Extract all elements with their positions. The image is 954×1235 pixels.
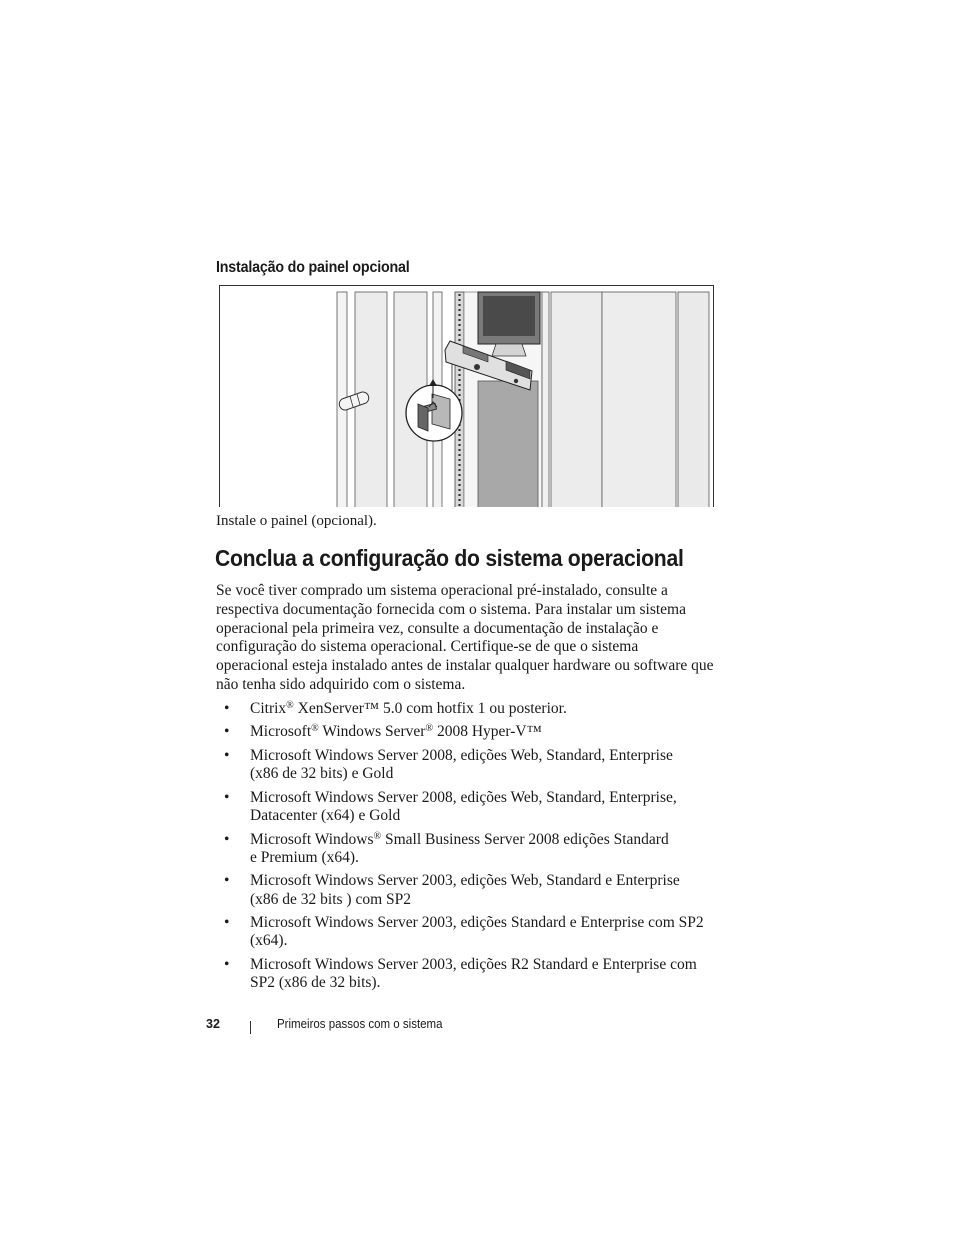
bullet-marker: • [224, 746, 230, 764]
list-item: • Microsoft Windows Server 2008, edições Web, Standard, Enterprise (x86 de 32 bits) e Gold [224, 746, 673, 783]
list-item: • Citrix® XenServer™ 5.0 com hotfix 1 ou posterior. [224, 700, 567, 717]
page-heading: Conclua a configuração do sistema operacional [215, 545, 684, 571]
os-list [216, 700, 716, 998]
bullet-marker: • [224, 914, 230, 932]
footer-divider [250, 1021, 251, 1034]
registered-mark: ® [373, 830, 382, 842]
registered-mark: ® [425, 723, 434, 735]
bullet-marker: • [224, 723, 230, 741]
section-title: Instalação do painel opcional [216, 259, 410, 276]
bullet-marker: • [224, 788, 230, 806]
registered-mark: ® [311, 723, 319, 735]
list-item: • Microsoft Windows Server 2003, edições R2 Standard e Enterprise com SP2 (x86 de 32 bits). [224, 955, 697, 992]
page-number: 32 [206, 1017, 220, 1031]
list-item: • Microsoft Windows® Small Business Server 2008 edições Standard e Premium (x64). [224, 830, 669, 866]
figure-caption: Instale o painel (opcional). [216, 513, 377, 529]
list-item: • Microsoft® Windows Server® 2008 Hyper-V™ [224, 723, 542, 741]
bullet-marker: • [224, 700, 230, 717]
list-item: • Microsoft Windows Server 2003, edições Standard e Enterprise com SP2 (x64). [224, 914, 704, 950]
bezel-installation-figure [219, 285, 714, 507]
bullet-marker: • [224, 872, 230, 890]
bullet-marker: • [224, 830, 230, 848]
footer-title: Primeiros passos com o sistema [277, 1017, 443, 1031]
registered-mark: ® [286, 700, 294, 711]
list-item: • Microsoft Windows Server 2008, edições Web, Standard, Enterprise, Datacenter (x64) e Gold [224, 788, 677, 825]
intro-paragraph: Se você tiver comprado um sistema operacional pré-instalado, consulte a respectiva documentação fornecida com o sistema. Para instalar um sistema operacional pela primeira vez, consulte a documentação de instalação e configuração do sistema operacional. Certifique-se de que o sistema operacional esteja instalado antes de instalar qualquer hardware ou software que não tenha sido adquirido com o sistema. [216, 582, 714, 693]
page-footer [206, 1017, 606, 1037]
bullet-marker: • [224, 955, 230, 973]
server-rack-illustration [220, 286, 714, 507]
list-item: • Microsoft Windows Server 2003, edições Web, Standard e Enterprise (x86 de 32 bits ) com SP2 [224, 872, 680, 908]
